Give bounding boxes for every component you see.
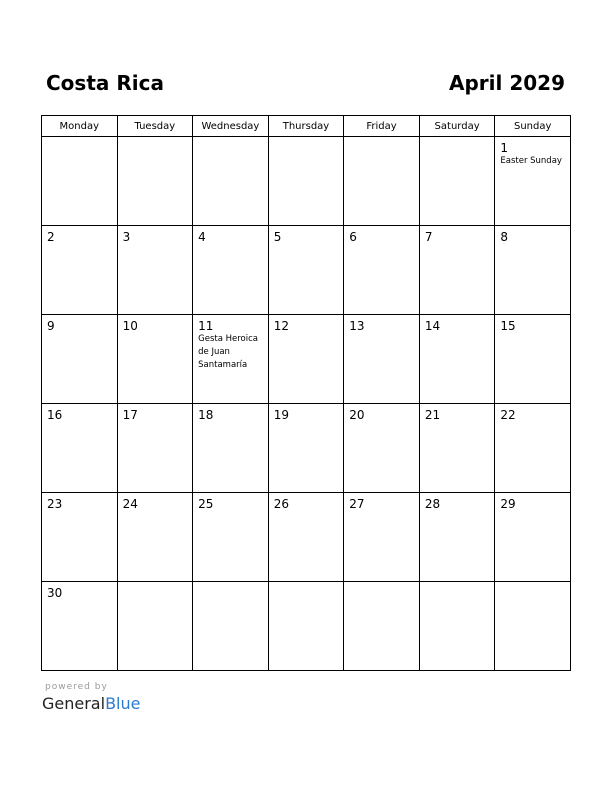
day-cell: [193, 582, 269, 671]
day-number: 4: [198, 230, 206, 244]
day-number: 25: [198, 497, 214, 511]
day-number: 2: [47, 230, 55, 244]
week-row: [42, 582, 571, 671]
day-cell: [419, 493, 495, 582]
day-cell: [495, 582, 571, 671]
day-cell: [419, 315, 495, 404]
day-cell: [419, 226, 495, 315]
day-number: 26: [273, 497, 289, 511]
day-cell: [344, 493, 420, 582]
day-number: 6: [349, 230, 357, 244]
month-title: April 2029: [449, 71, 565, 95]
day-cell: [42, 404, 118, 493]
weekday-header-row: [42, 116, 571, 137]
day-cell: [344, 137, 420, 226]
weekday-header: Tuesday: [117, 116, 193, 137]
day-cell: [495, 493, 571, 582]
day-number: 10: [122, 319, 138, 333]
day-number: 30: [47, 586, 63, 600]
day-cell: [117, 493, 193, 582]
holiday-label: Gesta Heroica de Juan Santamaría: [198, 334, 258, 370]
day-number: 16: [47, 408, 63, 422]
week-row: [42, 404, 571, 493]
day-number: 20: [349, 408, 365, 422]
day-cell: [193, 226, 269, 315]
day-cell: [495, 315, 571, 404]
day-cell: [268, 137, 344, 226]
country-title: Costa Rica: [46, 71, 164, 95]
brand-general: General: [42, 694, 106, 713]
holiday-label: Easter Sunday: [500, 156, 562, 166]
day-number: 23: [47, 497, 63, 511]
day-cell: [419, 404, 495, 493]
day-cell: [42, 315, 118, 404]
day-number: 8: [500, 230, 509, 244]
day-number: 29: [500, 497, 516, 511]
day-number: 28: [424, 497, 441, 511]
brand-blue: Blue: [105, 694, 141, 713]
day-number: 9: [47, 319, 55, 333]
day-number: 7: [424, 230, 433, 244]
day-cell: [42, 226, 118, 315]
day-number: 1: [500, 141, 509, 155]
day-cell: [495, 137, 571, 226]
day-number: 13: [349, 319, 365, 333]
weekday-header: Saturday: [419, 116, 495, 137]
day-cell: [344, 315, 420, 404]
day-number: 3: [122, 230, 131, 244]
day-cell: [344, 582, 420, 671]
day-cell: [193, 137, 269, 226]
day-cell: [193, 404, 269, 493]
day-cell: [268, 315, 344, 404]
weekday-header: Thursday: [268, 116, 344, 137]
week-row: [42, 226, 571, 315]
day-number: 19: [273, 408, 289, 422]
day-number: 24: [122, 497, 138, 511]
day-number: 5: [273, 230, 282, 244]
day-number: 11: [198, 319, 214, 333]
day-cell: [42, 582, 118, 671]
day-cell: [495, 404, 571, 493]
day-cell: [419, 137, 495, 226]
day-number: 17: [122, 408, 138, 422]
day-cell: [117, 137, 193, 226]
day-cell: [268, 404, 344, 493]
day-cell: [117, 315, 193, 404]
week-row: [42, 137, 571, 226]
day-cell: [42, 137, 118, 226]
day-cell: [268, 493, 344, 582]
day-cell: [42, 493, 118, 582]
day-number: 18: [198, 408, 214, 422]
day-number: 14: [424, 319, 441, 333]
calendar-grid: [41, 115, 571, 671]
weekday-header: Wednesday: [193, 116, 269, 137]
weekday-header: Monday: [42, 116, 118, 137]
day-number: 15: [500, 319, 516, 333]
day-cell: [419, 582, 495, 671]
day-cell: [268, 582, 344, 671]
weekday-header: Friday: [344, 116, 420, 137]
day-cell: [117, 404, 193, 493]
powered-by-text: powered by: [45, 682, 108, 692]
week-row: [42, 493, 571, 582]
day-cell: [193, 315, 269, 404]
day-number: 12: [273, 319, 289, 333]
day-number: 27: [349, 497, 365, 511]
day-cell: [193, 493, 269, 582]
weekday-header: Sunday: [495, 116, 571, 137]
day-cell: [268, 226, 344, 315]
day-cell: [117, 226, 193, 315]
day-cell: [344, 404, 420, 493]
day-cell: [344, 226, 420, 315]
day-number: 21: [424, 408, 441, 422]
day-cell: [117, 582, 193, 671]
day-cell: [495, 226, 571, 315]
generalblue-logo[interactable]: [42, 694, 140, 713]
day-number: 22: [500, 408, 516, 422]
week-row: [42, 315, 571, 404]
